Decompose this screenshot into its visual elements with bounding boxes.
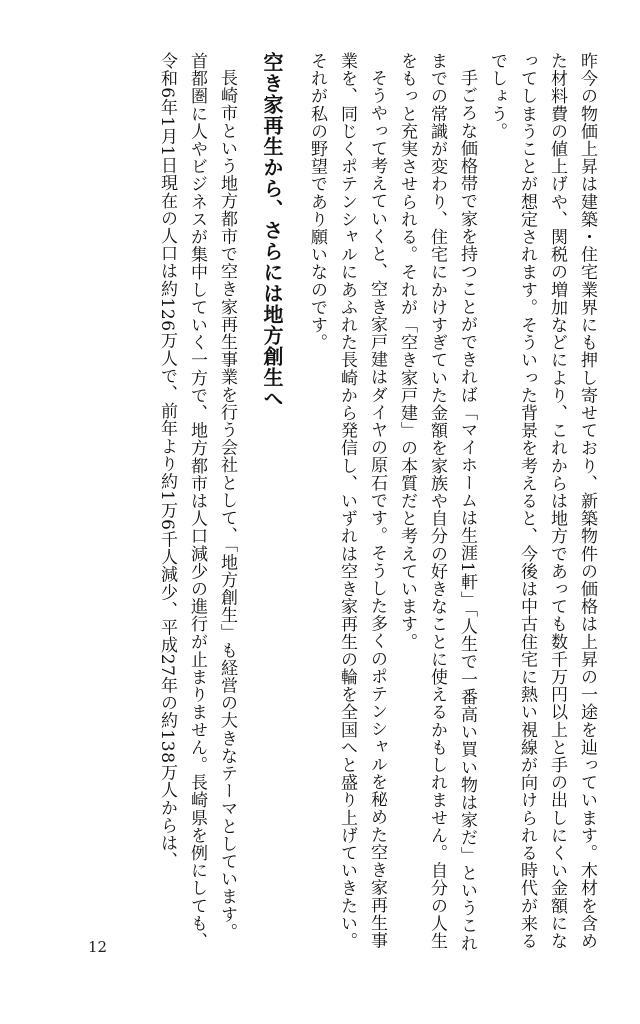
- vertical-text-body: [152, 52, 602, 952]
- paragraph-continuation: 昨今の物価上昇は建築・住宅業界にも押し寄せており、新築物件の価格は上昇の一途を辿っています。木材を含めた材料費の値上げや、関税の増加などにより、これからは地方であっても数千万円以上と手の出しにくい金額になってしまうことが想定されます。そういった背景を考えると、今後は中古住宅に熱い視線が向けられる時代が来るでしょう。: [487, 52, 597, 950]
- page-number: 12: [88, 938, 108, 956]
- paragraph-regional-revitalization: 長崎市という地方都市で空き家再生事業を行う会社として、「地方創生」も経営の大きなテーマとしています。首都圏に人やビジネスが集中していく一方で、地方都市は人口減少の進行が止まりません。長崎県を例にしても、令和6年1月1日現在の人口は約126万人で、前年より約1万6千人減少、平成27年の約138万人からは、: [157, 52, 237, 950]
- paragraph-diamond-in-rough: そうやって考えていくと、空き家戸建はダイヤの原石です。そうした多くのポテンシャルを秘めた空き家再生事業を、同じくポテンシャルにあふれた長崎から発信し、いずれは空き家再生の輪を全国へと盛り上げていきたい。それが私の野望であり願いなのです。: [307, 52, 387, 950]
- paragraph-affordable-home: 手ごろな価格帯で家を持つことができれば「マイホームは生涯1軒」「人生で一番高い買い物は家だ」というこれまでの常識が変わり、住宅にかけすぎていた金額を家族や自分の好きなことに使えるかもしれません。自分の人生をもっと充実させられる。それが「空き家戸建」の本質だと考えています。: [397, 52, 477, 952]
- section-heading: 空き家再生から、さらには地方創生へ: [260, 52, 284, 409]
